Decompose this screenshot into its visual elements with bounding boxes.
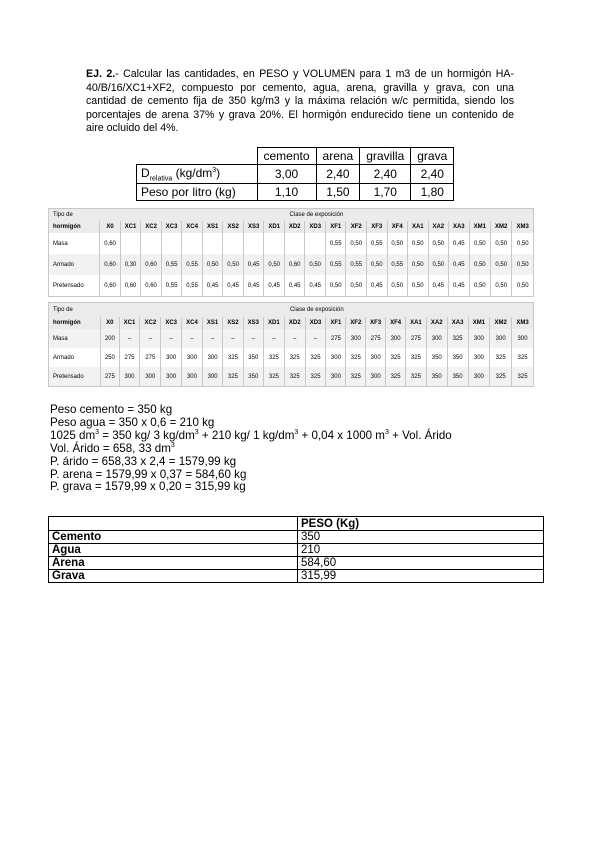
cell: 1,10 <box>257 184 316 201</box>
exposure-title: Clase de exposición <box>100 209 534 222</box>
exposure-column-header: XD2 <box>284 221 305 233</box>
col-arena: arena <box>316 148 360 165</box>
exposure-column-header: XA1 <box>406 317 427 329</box>
exposure-cell: 300 <box>468 348 490 367</box>
exposure-cell: 0,45 <box>366 275 387 297</box>
exposure-cell: 0,45 <box>428 275 449 297</box>
exposure-cell: 325 <box>512 348 534 367</box>
exposure-cell: – <box>202 329 222 348</box>
exposure-cell <box>161 233 182 254</box>
exposure-cell <box>305 233 326 254</box>
exposure-column-header: XA2 <box>428 221 449 233</box>
exposure-column-header: XF3 <box>366 317 386 329</box>
exposure-column-header: XS3 <box>243 317 263 329</box>
exposure-cell: 0,50 <box>469 254 490 275</box>
table-row <box>49 570 544 583</box>
exposure-cell: 0,45 <box>243 275 264 297</box>
exposure-column-header: XM2 <box>491 221 512 233</box>
row-label: Armado <box>49 254 100 275</box>
col-cemento: cemento <box>257 148 316 165</box>
calc-line: Peso agua = 350 x 0,6 = 210 kg <box>50 415 215 429</box>
cell: 2,40 <box>411 165 454 184</box>
exposure-title-row <box>49 209 534 222</box>
exposure-column-header: XS1 <box>202 317 222 329</box>
exposure-column-header: XF1 <box>326 317 346 329</box>
exposure-cell: 300 <box>140 367 161 387</box>
exposure-cell: – <box>305 329 326 348</box>
exposure-title-row <box>49 303 534 318</box>
exposure-cell: 300 <box>202 348 222 367</box>
exposure-cell: 0,55 <box>346 254 367 275</box>
material-weight: 315,99 <box>298 570 544 583</box>
exposure-cell: 0,60 <box>100 275 121 297</box>
exposure-column-header: XS1 <box>202 221 223 233</box>
exposure-cell: 0,45 <box>449 275 470 297</box>
exposure-cell: 300 <box>346 329 366 348</box>
exposure-cell: 275 <box>101 367 119 387</box>
exposure-cell: 300 <box>512 329 534 348</box>
exposure-cell: 300 <box>366 348 386 367</box>
exposure-cell: 275 <box>326 329 346 348</box>
exposure-cell: – <box>140 329 161 348</box>
exposure-cell: 0,50 <box>346 233 367 254</box>
exposure-column-header: XF2 <box>346 317 366 329</box>
exposure-cell: 0,50 <box>491 254 512 275</box>
row-label: Masa <box>49 329 101 348</box>
exposure-cell: 300 <box>326 348 346 367</box>
exposure-cell: 0,55 <box>182 275 203 297</box>
exposure-cell: 0,50 <box>512 254 534 275</box>
exposure-columns-row <box>49 221 534 233</box>
exposure-cell: 0,50 <box>469 275 490 297</box>
exposure-cell <box>120 233 141 254</box>
material-weight: 584,60 <box>298 557 544 570</box>
exposure-cell: 0,45 <box>449 233 470 254</box>
exposure-cell: 325 <box>490 348 512 367</box>
table-row <box>49 531 544 544</box>
problem-text: - Calcular las cantidades, en PESO y VOLUMEN para 1 m3 de un hormigón HA-40/B/16/XC1+XF2, compuesto por cemento, agua, arena, gravilla y grava, con una cantidad de cemento fija de 350 kg/m3 y la máxima relación w/c permitida, siendo los porcentajes de arena 37% y grava 20%. El hormigón endurecido tiene un contenido de aire ocluido del 4%. <box>86 68 514 135</box>
exposure-cell: 0,50 <box>305 254 326 275</box>
exposure-cell <box>284 233 305 254</box>
exposure-cell: 0,50 <box>491 275 512 297</box>
exposure-cell: 275 <box>366 329 386 348</box>
exposure-column-header: XS2 <box>223 317 243 329</box>
calculations <box>50 404 452 494</box>
exposure-column-header: XF1 <box>325 221 346 233</box>
exposure-title: Clase de exposición <box>101 303 534 318</box>
exposure-cell: 275 <box>119 348 140 367</box>
table-row <box>49 544 544 557</box>
exposure-cell: 0,55 <box>182 254 203 275</box>
cell: 1,80 <box>411 184 454 201</box>
exposure-column-header: XC2 <box>140 317 161 329</box>
table-row <box>49 348 534 367</box>
exposure-table-wc <box>48 208 534 297</box>
exposure-cell: 0,45 <box>449 254 470 275</box>
weight-header: PESO (Kg) <box>298 517 544 531</box>
cell: 3,00 <box>257 165 316 184</box>
exposure-cell: 325 <box>490 367 512 387</box>
exposure-cell: – <box>243 329 263 348</box>
exposure-cell: – <box>119 329 140 348</box>
exposure-column-header: XF3 <box>366 221 387 233</box>
exposure-cell: 325 <box>386 348 406 367</box>
exposure-cell: – <box>182 329 203 348</box>
exposure-cell: 300 <box>161 367 182 387</box>
exposure-cell: 0,60 <box>141 275 162 297</box>
exposure-cell: – <box>263 329 284 348</box>
material-name: Agua <box>49 544 298 557</box>
exposure-cell <box>223 233 244 254</box>
exposure-column-header: XM3 <box>512 221 534 233</box>
exposure-cell: 300 <box>366 367 386 387</box>
exposure-cell: 300 <box>468 367 490 387</box>
row-label-relativa: $D_{relativa}$ $(kg/dm^3)$ <box>137 165 258 184</box>
exposure-cell: 0,50 <box>264 254 285 275</box>
problem-statement <box>86 68 514 136</box>
exposure-cell: 200 <box>101 329 119 348</box>
exposure-cell <box>243 233 264 254</box>
exposure-cell: 325 <box>284 367 305 387</box>
material-name: Cemento <box>49 531 298 544</box>
table-row <box>49 557 544 570</box>
exposure-cell: 0,60 <box>120 275 141 297</box>
exposure-cell: 350 <box>447 367 468 387</box>
material-name: Arena <box>49 557 298 570</box>
exposure-cell: 325 <box>346 367 366 387</box>
exposure-cell: 0,50 <box>408 275 429 297</box>
exposure-cell: 0,50 <box>469 233 490 254</box>
exposure-column-header: X0 <box>100 221 121 233</box>
exposure-column-header: XC3 <box>161 221 182 233</box>
exposure-cell: 325 <box>406 367 427 387</box>
calc-line: Peso cemento = 350 kg <box>50 403 173 416</box>
exposure-cell: 0,55 <box>161 254 182 275</box>
weight-header-row <box>49 517 544 531</box>
calc-line: P. grava = 1579,99 x 0,20 = 315,99 kg <box>50 480 246 494</box>
exposure-cell: 300 <box>119 367 140 387</box>
exposure-cell: 350 <box>243 348 263 367</box>
exposure-cell: 0,50 <box>387 275 408 297</box>
exposure-cell: 0,50 <box>387 233 408 254</box>
exposure-cell: 300 <box>182 367 203 387</box>
exposure-cell: 350 <box>447 348 468 367</box>
exposure-cell: 325 <box>386 367 406 387</box>
exposure-column-header: XD1 <box>264 221 285 233</box>
weight-table <box>48 516 544 583</box>
calc-line-volume: 1025 $dm^3 = 350$ kg/ 3 $kg/dm^3 + 210$ kg/ 1 $kg/dm^3 + 0,04$ x 1000 $m^3$ + Vol. Árido <box>50 428 452 442</box>
exposure-cell: 300 <box>490 329 512 348</box>
exposure-cell: 0,45 <box>284 275 305 297</box>
table-row <box>49 367 534 387</box>
exposure-cell: 350 <box>426 348 447 367</box>
exposure-cell: 0,50 <box>512 275 534 297</box>
exposure-cell: 0,45 <box>243 254 264 275</box>
exposure-table-cement <box>48 302 534 387</box>
exposure-cell: 0,45 <box>305 275 326 297</box>
density-header-row <box>137 148 454 165</box>
row-label: Masa <box>49 233 100 254</box>
exposure-column-header: XC4 <box>182 317 203 329</box>
exposure-column-header: XD1 <box>263 317 284 329</box>
exposure-cell: 325 <box>305 348 326 367</box>
exposure-column-header: XC3 <box>161 317 182 329</box>
exposure-cell: 0,60 <box>141 254 162 275</box>
exposure-cell: 325 <box>305 367 326 387</box>
cell: 1,70 <box>360 184 411 201</box>
exposure-column-header: XM1 <box>469 221 490 233</box>
exposure-cell: 0,60 <box>100 254 121 275</box>
exposure-cell: 0,50 <box>512 233 534 254</box>
cell: 1,50 <box>316 184 360 201</box>
problem-label: EJ. 2. <box>86 68 116 80</box>
exposure-cell: 0,50 <box>346 275 367 297</box>
exposure-cell: 300 <box>468 329 490 348</box>
corner-line1: Tipo de <box>49 303 101 318</box>
exposure-column-header: XS2 <box>223 221 244 233</box>
exposure-cell: 325 <box>223 348 243 367</box>
exposure-cell: 0,50 <box>366 254 387 275</box>
table-row <box>49 233 534 254</box>
exposure-cell: 300 <box>426 329 447 348</box>
corner-line2: hormigón <box>49 317 101 329</box>
exposure-cell: 0,50 <box>408 233 429 254</box>
exposure-cell: 325 <box>512 367 534 387</box>
exposure-cell: 325 <box>346 348 366 367</box>
col-gravilla: gravilla <box>360 148 411 165</box>
corner-line1: Tipo de <box>49 209 100 222</box>
exposure-column-header: X0 <box>101 317 119 329</box>
exposure-cell: 325 <box>447 329 468 348</box>
row-label-peso: Peso por litro (kg) <box>137 184 258 201</box>
exposure-column-header: XA3 <box>449 221 470 233</box>
exposure-cell: 300 <box>202 367 222 387</box>
exposure-cell: 0,45 <box>202 275 223 297</box>
cell: 2,40 <box>316 165 360 184</box>
exposure-cell: 300 <box>386 329 406 348</box>
exposure-cell <box>264 233 285 254</box>
exposure-column-header: XS3 <box>243 221 264 233</box>
exposure-cell: 300 <box>161 348 182 367</box>
row-label: Armado <box>49 348 101 367</box>
exposure-cell: 325 <box>223 367 243 387</box>
row-label: Pretensado <box>49 275 100 297</box>
exposure-column-header: XF4 <box>387 221 408 233</box>
material-name: Grava <box>49 570 298 583</box>
density-row-peso <box>137 184 454 201</box>
exposure-cell: 250 <box>101 348 119 367</box>
exposure-cell: 0,45 <box>223 275 244 297</box>
exposure-column-header: XD3 <box>305 221 326 233</box>
calc-line: P. árido = 658,33 x 2,4 = 1579,99 kg <box>50 454 237 468</box>
exposure-cell: 350 <box>243 367 263 387</box>
exposure-cell: 0,60 <box>100 233 121 254</box>
col-grava: grava <box>411 148 454 165</box>
exposure-cell: 0,55 <box>387 254 408 275</box>
exposure-cell: 0,45 <box>264 275 285 297</box>
exposure-column-header: XA2 <box>426 317 447 329</box>
exposure-cell: 0,50 <box>202 254 223 275</box>
exposure-cell: 0,55 <box>325 254 346 275</box>
material-weight: 210 <box>298 544 544 557</box>
table-row <box>49 275 534 297</box>
exposure-cell: – <box>284 329 305 348</box>
exposure-cell: – <box>161 329 182 348</box>
exposure-cell <box>141 233 162 254</box>
exposure-column-header: XC4 <box>182 221 203 233</box>
exposure-column-header: XM3 <box>512 317 534 329</box>
exposure-cell: 300 <box>182 348 203 367</box>
exposure-cell: 275 <box>140 348 161 367</box>
exposure-column-header: XD2 <box>284 317 305 329</box>
exposure-cell <box>182 233 203 254</box>
table-row <box>49 329 534 348</box>
exposure-columns-row <box>49 317 534 329</box>
calc-line: P. arena = 1579,99 x 0,37 = 584,60 kg <box>50 467 247 481</box>
exposure-cell: 0,50 <box>408 254 429 275</box>
exposure-cell: 300 <box>326 367 346 387</box>
exposure-column-header: XC2 <box>141 221 162 233</box>
calc-line: Vol. Árido = 658, 33 $dm^3$ <box>50 441 175 455</box>
exposure-cell: 0,50 <box>428 254 449 275</box>
exposure-column-header: XC1 <box>119 317 140 329</box>
exposure-cell <box>202 233 223 254</box>
exposure-column-header: XA1 <box>408 221 429 233</box>
exposure-column-header: XD3 <box>305 317 326 329</box>
exposure-column-header: XF2 <box>346 221 367 233</box>
exposure-cell: 0,55 <box>366 233 387 254</box>
exposure-cell: 0,50 <box>491 233 512 254</box>
material-weight: 350 <box>298 531 544 544</box>
exposure-cell: 325 <box>406 348 427 367</box>
exposure-cell: 0,55 <box>161 275 182 297</box>
exposure-cell: 0,60 <box>284 254 305 275</box>
exposure-cell: 0,55 <box>325 233 346 254</box>
row-label: Pretensado <box>49 367 101 387</box>
density-row-relativa <box>137 165 454 184</box>
exposure-column-header: XA3 <box>447 317 468 329</box>
exposure-column-header: XM2 <box>490 317 512 329</box>
exposure-cell: – <box>223 329 243 348</box>
exposure-cell: 325 <box>284 348 305 367</box>
cell: 2,40 <box>360 165 411 184</box>
exposure-cell: 275 <box>406 329 427 348</box>
exposure-column-header: XC1 <box>120 221 141 233</box>
density-table <box>136 147 454 201</box>
table-row <box>49 254 534 275</box>
exposure-cell: 0,50 <box>428 233 449 254</box>
corner-line2: hormigón <box>49 221 100 233</box>
exposure-column-header: XM1 <box>468 317 490 329</box>
exposure-column-header: XF4 <box>386 317 406 329</box>
exposure-cell: 0,30 <box>120 254 141 275</box>
exposure-cell: 325 <box>263 367 284 387</box>
exposure-cell: 325 <box>263 348 284 367</box>
exposure-cell: 350 <box>426 367 447 387</box>
exposure-cell: 0,50 <box>223 254 244 275</box>
exposure-cell: 0,50 <box>325 275 346 297</box>
